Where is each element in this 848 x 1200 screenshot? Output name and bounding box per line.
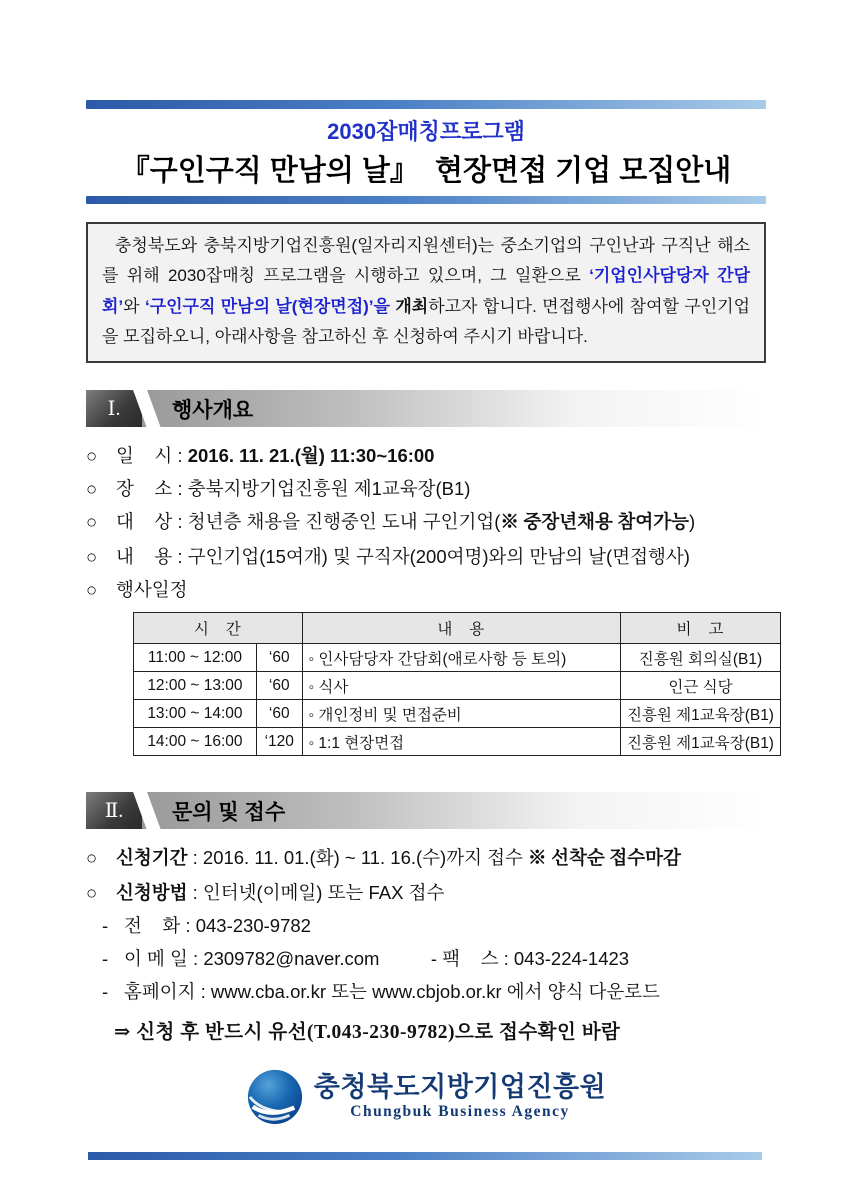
schedule-cell-time: 11:00 ~ 12:00: [134, 644, 257, 672]
schedule-cell-dur: ‘60: [256, 700, 302, 728]
section2-numeral: Ⅱ.: [86, 792, 142, 829]
schedule-table-head: [134, 613, 781, 644]
text-segment: : 2016. 11. 01.(화) ~ 11. 16.(수)까지 접수: [187, 847, 528, 868]
text-segment: 2016. 11. 21.(월) 11:30~16:00: [187, 445, 435, 466]
schedule-cell-note: 진흥원 제1교육장(B1): [620, 700, 780, 728]
schedule-cell-content: ◦ 식사: [302, 672, 620, 700]
apply-period-text: [116, 841, 681, 876]
text-segment: 홈페이지 : www.cba.or.kr 또는 www.cbjob.or.kr 에서 양식 다운로드: [124, 981, 661, 1002]
section1-numeral: Ⅰ.: [86, 390, 142, 427]
schedule-row: [134, 728, 781, 756]
schedule-header-time: 시 간: [134, 613, 303, 644]
schedule-table-body: [134, 644, 781, 756]
phone-text: [124, 909, 311, 942]
text-segment: ‘기업인사담당자 간담회’: [102, 266, 750, 316]
schedule-cell-dur: ‘60: [256, 644, 302, 672]
circle-bullet-icon: ○: [86, 511, 98, 532]
text-segment: ‘구인구직 만남의 날(현장면접)’을: [144, 296, 396, 316]
schedule-table: [133, 612, 781, 756]
schedule-header-content: 내 용: [302, 613, 620, 644]
header-bottom-bar: [86, 196, 766, 204]
text-segment: 일 시 :: [116, 445, 188, 466]
text-segment: 내 용 : 구인기업(15여개) 및 구직자(200여명)와의 만남의 날(면접행사): [116, 546, 690, 567]
event-date-text: [116, 439, 434, 472]
schedule-cell-content: ◦ 개인정비 및 면접준비: [302, 700, 620, 728]
homepage-text: [124, 975, 660, 1008]
event-date-line: [86, 439, 766, 472]
schedule-cell-dur: ‘120: [256, 728, 302, 756]
text-segment: : 인터넷(이메일) 또는 FAX 접수: [187, 882, 445, 903]
globe-logo-icon: [246, 1068, 304, 1126]
apply-method-text: [116, 876, 444, 909]
homepage-line: [86, 975, 766, 1008]
agency-name-english: Chungbuk Business Agency: [350, 1103, 570, 1121]
text-segment: 충청북도와 충북지방기업진흥원(일자리지원센터)는 중소기업의 구인난과 구직난 해소를 위해 2030잡매칭 프로그램을 시행하고 있으며, 그 일환으로: [102, 236, 750, 286]
text-segment: 와: [123, 296, 145, 316]
apply-method-line: [86, 876, 766, 909]
text-segment: ※ 중장년채용 참여가능: [500, 513, 689, 533]
dash-bullet-icon: -: [102, 915, 109, 936]
event-target-line: [86, 505, 766, 540]
email-fax-text: [124, 942, 629, 975]
email-fax-line: [86, 942, 766, 975]
circle-bullet-icon: ○: [86, 882, 98, 903]
dash-bullet-icon: -: [102, 981, 109, 1002]
event-place-text: [116, 472, 470, 505]
top-margin: [86, 0, 766, 100]
text-segment: ※ 선착순 접수마감: [527, 849, 681, 869]
schedule-row: [134, 644, 781, 672]
schedule-cell-note: 인근 식당: [620, 672, 780, 700]
event-schedule-label: [116, 573, 187, 606]
program-title: 2030잡매칭프로그램: [327, 119, 525, 144]
schedule-cell-time: 13:00 ~ 14:00: [134, 700, 257, 728]
agency-logo: [86, 1068, 766, 1126]
phone-line: [86, 909, 766, 942]
schedule-header-note: 비 고: [620, 613, 780, 644]
header-top-bar: [86, 100, 766, 109]
schedule-row: [134, 700, 781, 728]
text-segment: 대 상 : 청년층 채용을 진행중인 도내 구인기업(: [116, 511, 501, 532]
event-content-line: [86, 540, 766, 573]
section2-items: [86, 841, 766, 1008]
event-place-line: [86, 472, 766, 505]
text-segment: 개최: [395, 296, 429, 316]
section2-title: 문의 및 접수: [172, 800, 286, 824]
dash-bullet-icon: -: [102, 948, 109, 969]
agency-name-korean: 충청북도지방기업진흥원: [313, 1071, 607, 1102]
circle-bullet-icon: ○: [86, 546, 98, 567]
circle-bullet-icon: ○: [86, 478, 98, 499]
event-content-text: [116, 540, 690, 573]
page-title: 『구인구직 만남의 날』 현장면접 기업 모집안내: [120, 155, 732, 187]
event-target-text: [116, 505, 695, 540]
schedule-cell-time: 12:00 ~ 13:00: [134, 672, 257, 700]
circle-bullet-icon: ○: [86, 445, 98, 466]
confirmation-note: ⇒ 신청 후 반드시 유선(T.043-230-9782)으로 접수확인 바람: [114, 1022, 621, 1043]
section1-title: 행사개요: [172, 398, 254, 422]
schedule-header-row: [134, 613, 781, 644]
section1-header: [86, 390, 766, 427]
schedule-cell-content: ◦ 1:1 현장면접: [302, 728, 620, 756]
text-segment: 신청기간: [116, 847, 188, 868]
text-segment: ): [688, 511, 696, 532]
schedule-row: [134, 672, 781, 700]
text-segment: 이 메 일 : 2309782@naver.com - 팩 스 : 043-224-1423: [124, 948, 630, 969]
text-segment: 행사일정: [116, 579, 188, 600]
intro-paragraph: [86, 222, 766, 363]
footer-bar: [88, 1152, 762, 1160]
section1-items: [86, 439, 766, 606]
text-segment: 전 화 : 043-230-9782: [124, 915, 311, 936]
text-segment: 장 소 : 충북지방기업진흥원 제1교육장(B1): [116, 478, 471, 499]
text-segment: 하고자 합니다. 면접행사에 참여할 구인기업을 모집하오니, 아래사항을 참고하신 후 신청하여 주시기 바랍니다.: [102, 296, 750, 346]
schedule-cell-dur: ‘60: [256, 672, 302, 700]
event-schedule-line: [86, 573, 766, 606]
apply-period-line: [86, 841, 766, 876]
schedule-cell-time: 14:00 ~ 16:00: [134, 728, 257, 756]
schedule-cell-note: 진흥원 회의실(B1): [620, 644, 780, 672]
circle-bullet-icon: ○: [86, 579, 98, 600]
text-segment: 신청방법: [116, 882, 188, 903]
circle-bullet-icon: ○: [86, 847, 98, 868]
agency-logo-text: [314, 1073, 606, 1122]
schedule-table-wrap: [133, 612, 781, 756]
section2-header: [86, 792, 766, 829]
schedule-cell-note: 진흥원 제1교육장(B1): [620, 728, 780, 756]
schedule-cell-content: ◦ 인사담당자 간담회(애로사항 등 토의): [302, 644, 620, 672]
